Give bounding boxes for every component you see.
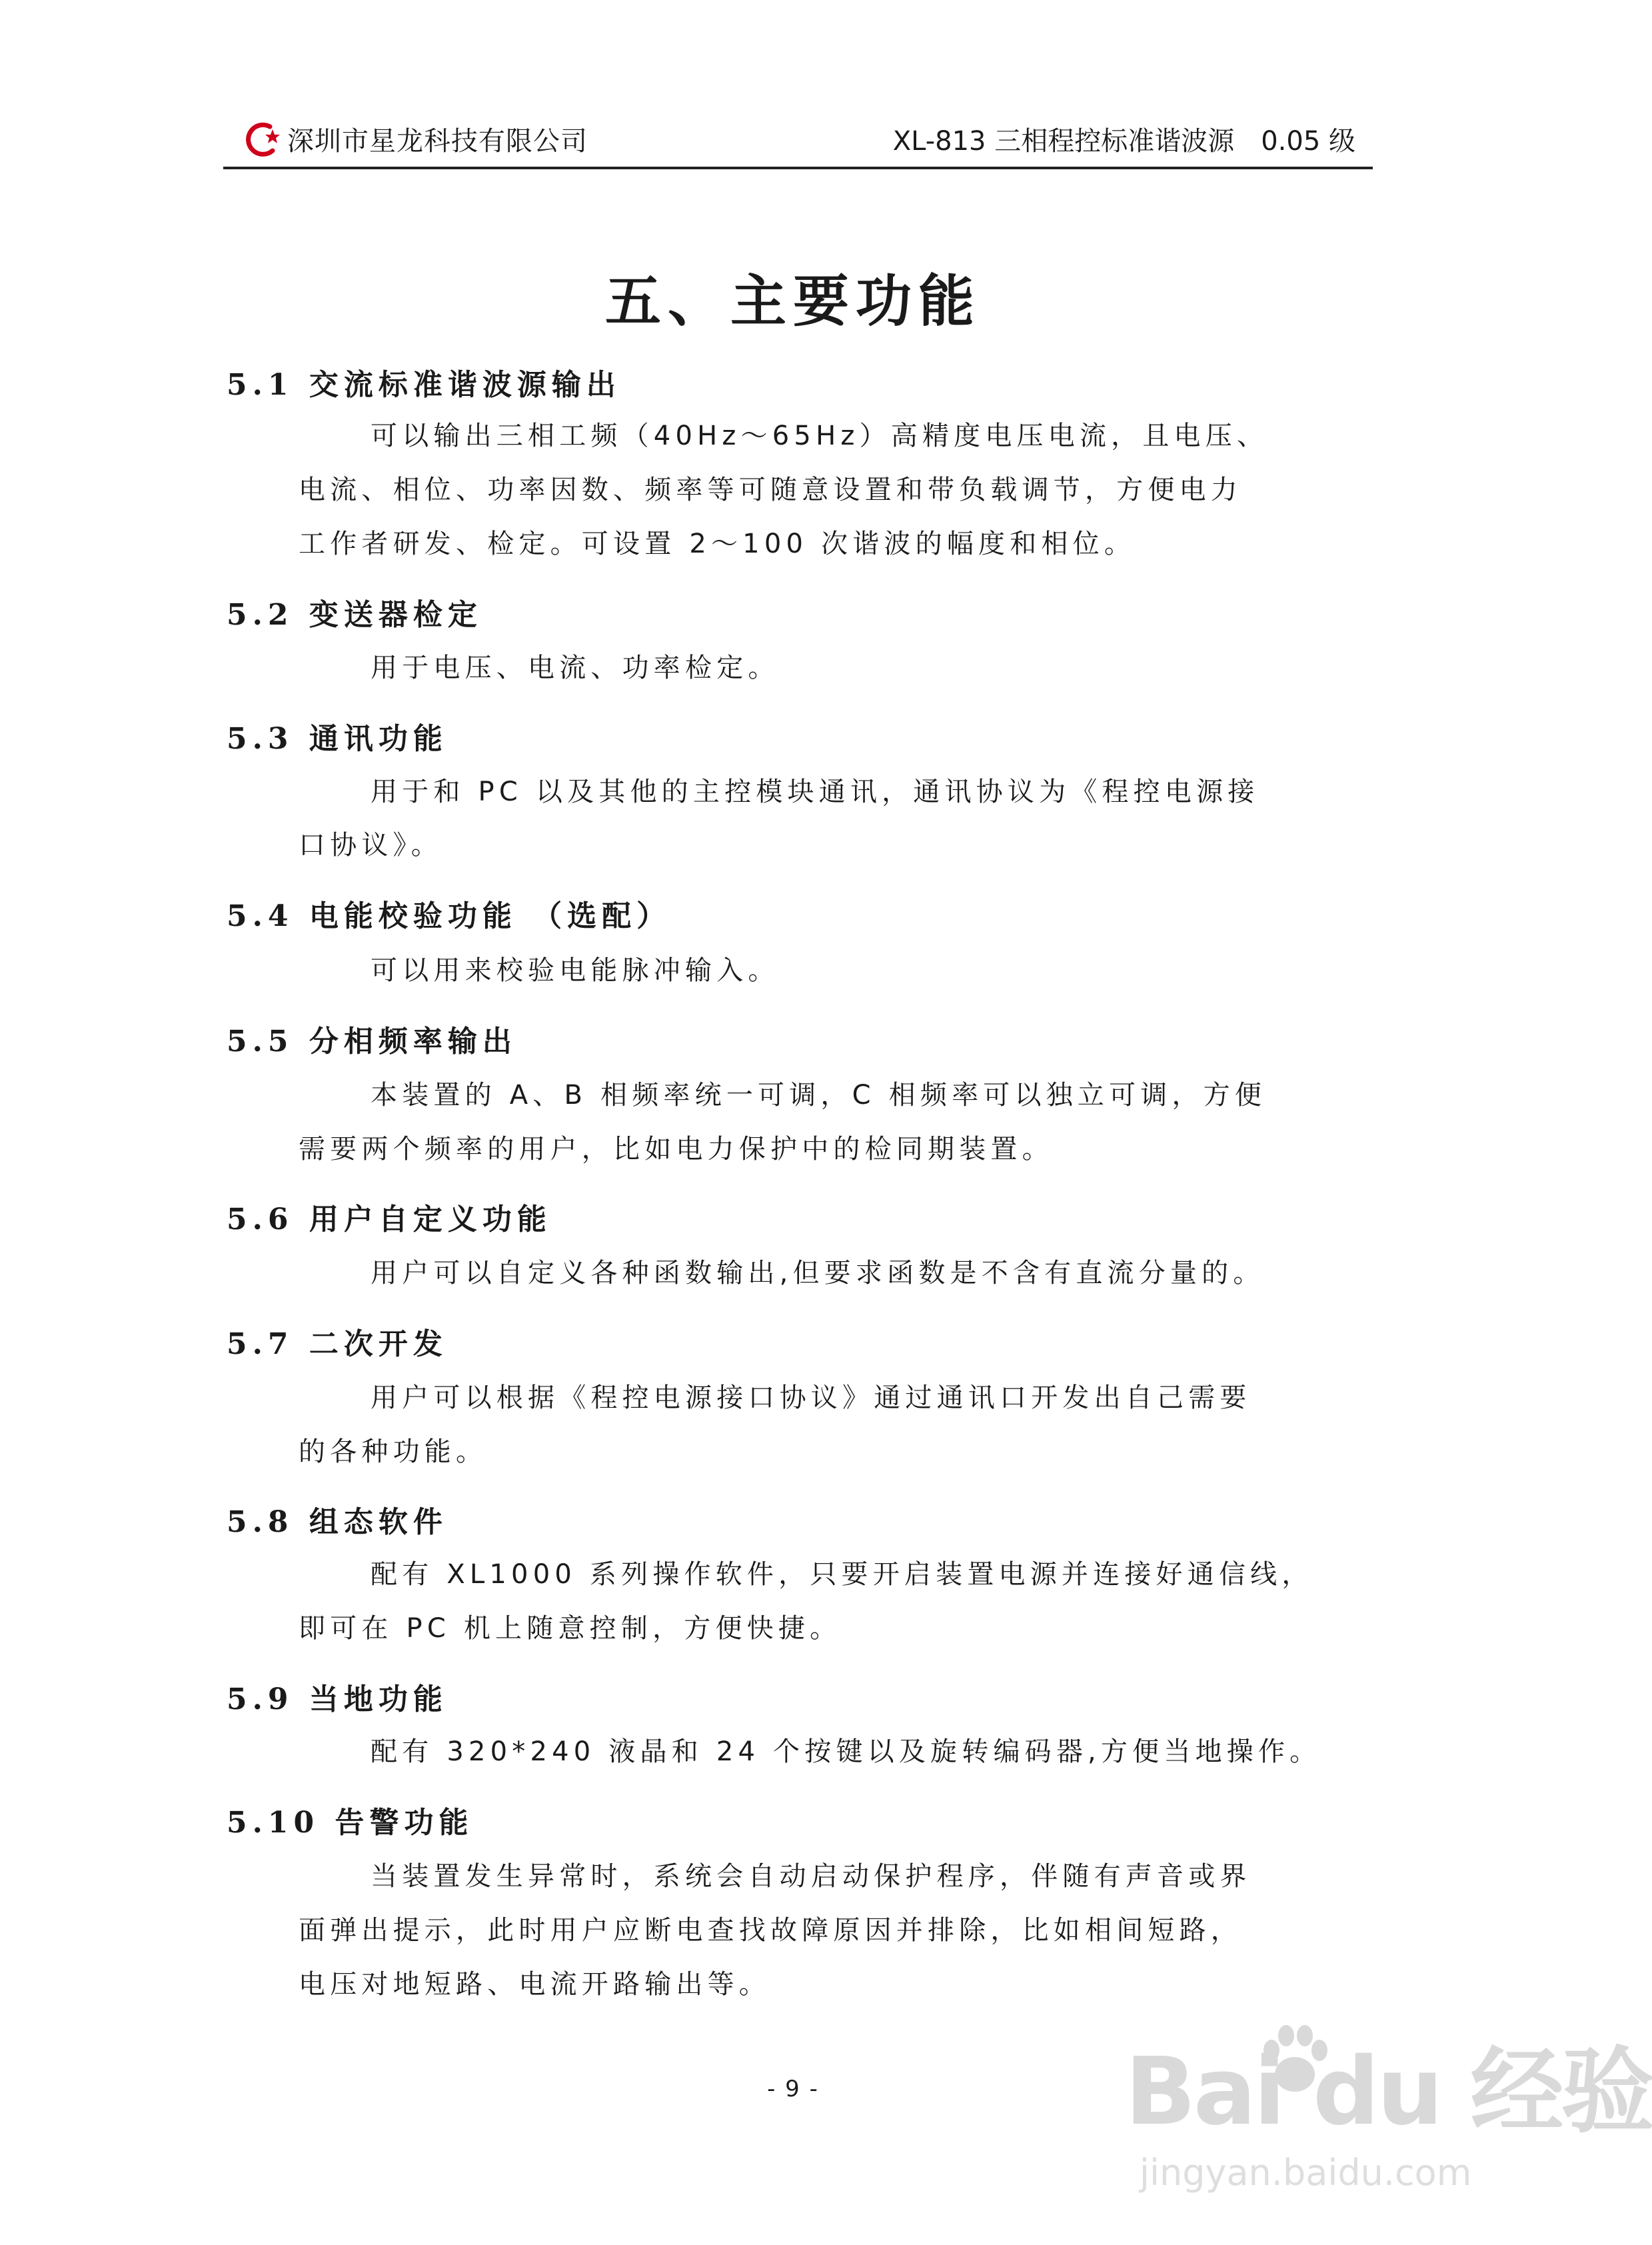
paragraph-line: 用于电压、电流、功率检定。 <box>371 653 780 683</box>
paragraph-line: 可以输出三相工频（40Hz～65Hz）高精度电压电流，且电压、 <box>371 421 1269 451</box>
company-logo-icon <box>243 120 281 160</box>
paragraph-line: 的各种功能。 <box>299 1436 488 1467</box>
section-heading: 5.6 用户自定义功能 <box>227 1202 552 1236</box>
paragraph-line: 当装置发生异常时，系统会自动启动保护程序，伴随有声音或界 <box>371 1861 1251 1892</box>
paragraph-line: 用户可以自定义各种函数输出,但要求函数是不含有直流分量的。 <box>371 1258 1265 1288</box>
paragraph-line: 电压对地短路、电流开路输出等。 <box>299 1969 770 2000</box>
paragraph-line: 本装置的 A、B 相频率统一可调，C 相频率可以独立可调，方便 <box>371 1080 1267 1111</box>
section-heading: 5.7 二次开发 <box>227 1327 448 1361</box>
paragraph-line: 需要两个频率的用户，比如电力保护中的检同期装置。 <box>299 1134 1054 1164</box>
paragraph-line: 配有 XL1000 系列操作软件，只要开启装置电源并连接好通信线， <box>371 1559 1313 1590</box>
section-heading: 5.8 组态软件 <box>227 1505 448 1539</box>
paragraph-line: 用于和 PC 以及其他的主控模块通讯，通讯协议为《程控电源接 <box>371 777 1259 807</box>
page-number: - 9 - <box>767 2076 819 2102</box>
paragraph-line: 即可在 PC 机上随意控制，方便快捷。 <box>299 1613 842 1644</box>
paragraph-line: 用户可以根据《程控电源接口协议》通过通讯口开发出自己需要 <box>371 1382 1251 1413</box>
paragraph-line: 工作者研发、检定。可设置 2～100 次谐波的幅度和相位。 <box>299 529 1136 559</box>
paragraph-line: 口协议》。 <box>299 830 442 861</box>
paragraph-line: 面弹出提示，此时用户应断电查找故障原因并排除，比如相间短路， <box>299 1915 1242 1946</box>
section-heading: 5.2 变送器检定 <box>227 598 482 632</box>
product-name: XL-813 三相程控标准谐波源 0.05 级 <box>892 126 1355 157</box>
section-heading: 5.5 分相频率输出 <box>227 1025 517 1059</box>
section-heading: 5.4 电能校验功能 （选配） <box>227 899 672 933</box>
watermark-brand: Bai du 经验 <box>1125 2038 1652 2146</box>
company-name: 深圳市星龙科技有限公司 <box>287 126 588 157</box>
section-heading: 5.10 告警功能 <box>227 1806 474 1840</box>
paragraph-line: 电流、相位、功率因数、频率等可随意设置和带负载调节，方便电力 <box>299 475 1242 505</box>
watermark-url: jingyan.baidu.com <box>1140 2152 1472 2194</box>
paragraph-line: 配有 320*240 液晶和 24 个按键以及旋转编码器,方便当地操作。 <box>371 1736 1321 1767</box>
baidu-watermark <box>1125 2034 1652 2201</box>
page-title: 五、主要功能 <box>604 268 981 334</box>
section-heading: 5.1 交流标准谐波源输出 <box>227 368 621 402</box>
header-divider <box>223 167 1373 169</box>
page-header <box>223 117 1373 169</box>
section-heading: 5.9 当地功能 <box>227 1682 448 1716</box>
paragraph-line: 可以用来校验电能脉冲输入。 <box>371 955 780 986</box>
section-heading: 5.3 通讯功能 <box>227 722 448 756</box>
